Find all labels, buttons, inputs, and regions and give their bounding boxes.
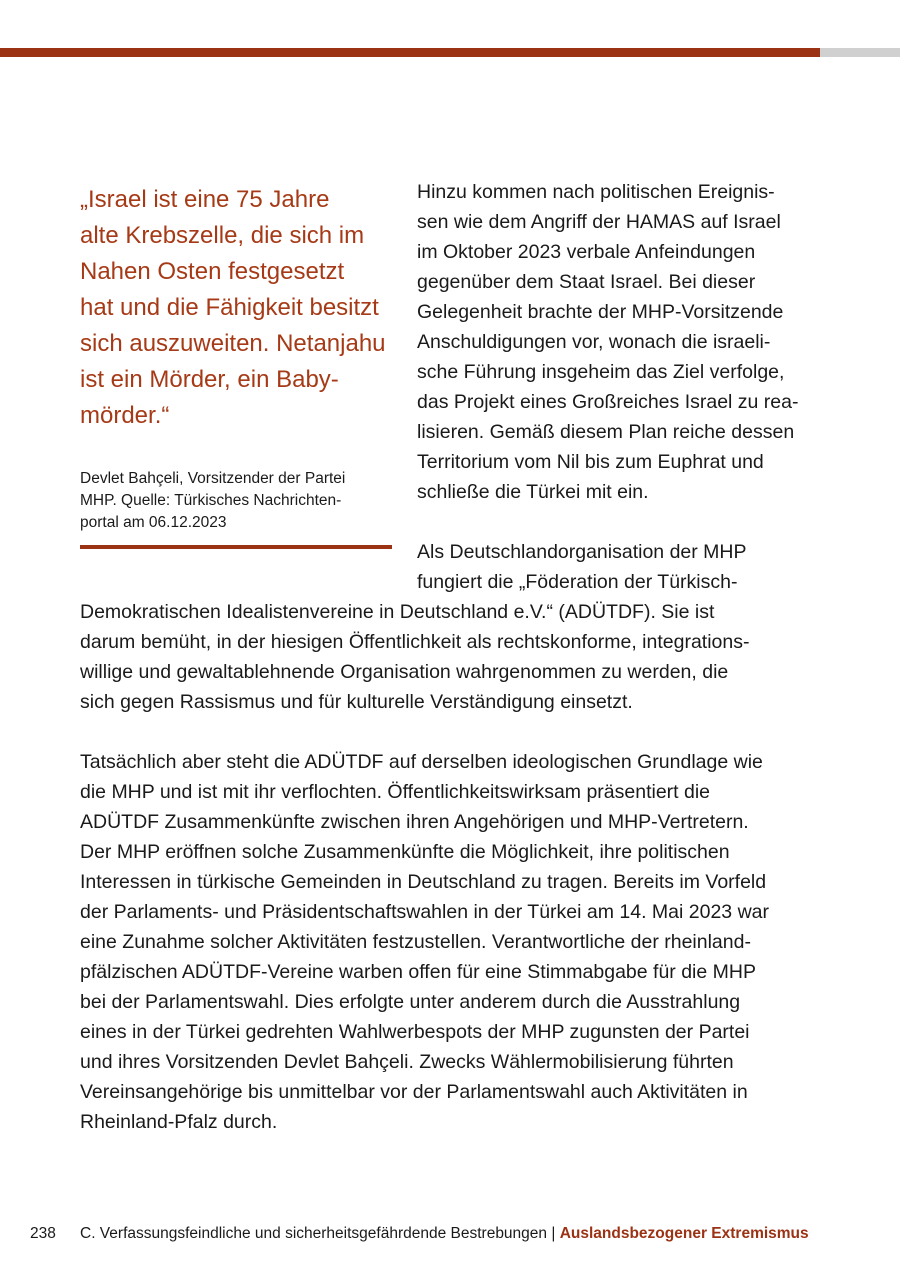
text-line: Territorium vom Nil bis zum Euphrat und — [417, 451, 764, 473]
text-line: sen wie dem Angriff der HAMAS auf Israel — [417, 211, 781, 233]
footer-section: Auslandsbezogener Extremismus — [559, 1225, 809, 1242]
quote-divider — [80, 545, 392, 549]
text-line: das Projekt eines Großreiches Israel zu rea- — [417, 391, 799, 413]
text-line: Der MHP eröffnen solche Zusammenkünfte die Möglichkeit, ihre politischen — [80, 841, 730, 863]
text-line: sich gegen Rassismus und für kulturelle Verständigung einsetzt. — [80, 691, 633, 713]
text-line: Demokratischen Idealistenvereine in Deutschland e.V.“ (ADÜTDF). Sie ist — [80, 601, 715, 623]
text-line: fungiert die „Föderation der Türkisch- — [417, 571, 738, 593]
quote-line: hat und die Fähigkeit besitzt — [80, 294, 379, 321]
text-line: Tatsächlich aber steht die ADÜTDF auf derselben ideologischen Grundlage wie — [80, 751, 763, 773]
pull-quote — [80, 182, 392, 534]
text-line: und ihres Vorsitzenden Devlet Bahçeli. Zwecks Wählermobilisierung führten — [80, 1051, 734, 1073]
text-line: schließe die Türkei mit ein. — [417, 481, 649, 503]
source-line: Devlet Bahçeli, Vorsitzender der Partei — [80, 470, 346, 487]
quote-line: ist ein Mörder, ein Baby- — [80, 366, 339, 393]
body-paragraph-2-start — [417, 537, 817, 597]
page-footer — [30, 1224, 809, 1244]
quote-line: Nahen Osten festgesetzt — [80, 258, 345, 285]
header-accent-bar — [0, 48, 820, 57]
text-line: pfälzischen ADÜTDF-Vereine warben offen für eine Stimmabgabe für die MHP — [80, 961, 756, 983]
text-line: Vereinsangehörige bis unmittelbar vor der Parlamentswahl auch Aktivitäten in — [80, 1081, 748, 1103]
text-line: Gelegenheit brachte der MHP-Vorsitzende — [417, 301, 784, 323]
text-line: gegenüber dem Staat Israel. Bei dieser — [417, 271, 756, 293]
page-number: 238 — [30, 1225, 56, 1242]
text-line: im Oktober 2023 verbale Anfeindungen — [417, 241, 756, 263]
text-line: Als Deutschlandorganisation der MHP — [417, 541, 747, 563]
text-line: Anschuldigungen vor, wonach die israeli- — [417, 331, 771, 353]
body-paragraph-2-rest — [80, 597, 820, 717]
quote-line: „Israel ist eine 75 Jahre — [80, 186, 330, 213]
text-line: Rheinland-Pfalz durch. — [80, 1111, 278, 1133]
text-line: eines in der Türkei gedrehten Wahlwerbespots der MHP zugunsten der Partei — [80, 1021, 750, 1043]
header-grey-bar — [820, 48, 900, 57]
body-paragraph-1 — [417, 177, 817, 507]
text-line: ADÜTDF Zusammenkünfte zwischen ihren Angehörigen und MHP-Vertretern. — [80, 811, 749, 833]
quote-line: sich auszuweiten. Netanjahu — [80, 330, 386, 357]
text-line: eine Zunahme solcher Aktivitäten festzustellen. Verantwortliche der rheinland- — [80, 931, 751, 953]
text-line: Hinzu kommen nach politischen Ereignis- — [417, 181, 775, 203]
text-line: lisieren. Gemäß diesem Plan reiche dessen — [417, 421, 795, 443]
text-line: sche Führung insgeheim das Ziel verfolge, — [417, 361, 785, 383]
text-line: Interessen in türkische Gemeinden in Deutschland zu tragen. Bereits im Vorfeld — [80, 871, 767, 893]
text-line: darum bemüht, in der hiesigen Öffentlichkeit als rechtskonforme, integrations- — [80, 631, 750, 653]
text-line: der Parlaments- und Präsidentschaftswahlen in der Türkei am 14. Mai 2023 war — [80, 901, 769, 923]
quote-source — [80, 468, 392, 534]
quote-line: alte Krebszelle, die sich im — [80, 222, 365, 249]
body-paragraph-3 — [80, 747, 825, 1137]
text-line: bei der Parlamentswahl. Dies erfolgte unter anderem durch die Ausstrahlung — [80, 991, 741, 1013]
quote-text — [80, 182, 392, 434]
footer-separator: | — [551, 1225, 556, 1242]
quote-line: mörder.“ — [80, 402, 170, 429]
source-line: MHP. Quelle: Türkisches Nachrichten- — [80, 492, 342, 509]
text-line: willige und gewaltablehnende Organisation wahrgenommen zu werden, die — [80, 661, 729, 683]
source-line: portal am 06.12.2023 — [80, 514, 227, 531]
footer-chapter: C. Verfassungsfeindliche und sicherheitsgefährdende Bestrebungen — [80, 1225, 548, 1242]
text-line: die MHP und ist mit ihr verflochten. Öffentlichkeitswirksam präsentiert die — [80, 781, 711, 803]
